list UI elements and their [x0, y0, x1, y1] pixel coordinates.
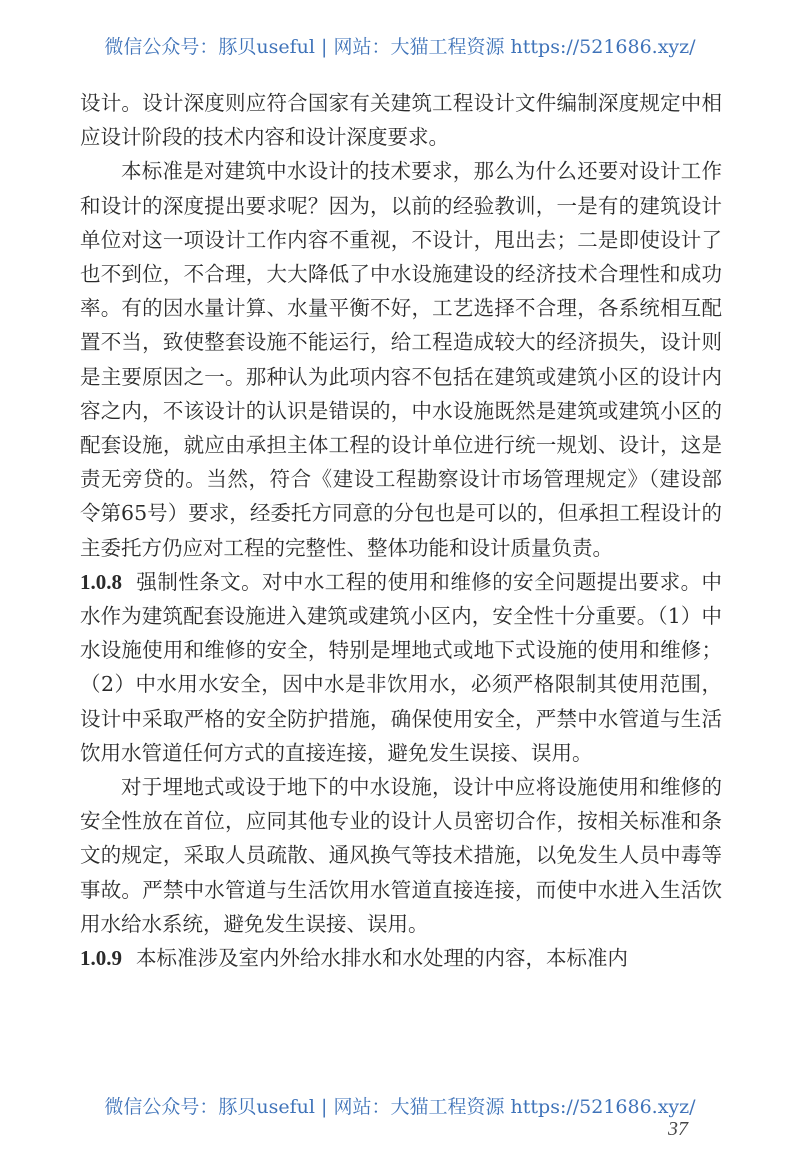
clause-number: 1.0.8	[80, 569, 122, 594]
paragraph-text: 对于埋地式或设于地下的中水设施，设计中应将设施使用和维修的安全性放在首位，应同其他专业的设计人员密切合作，按相关标准和条文的规定，采取人员疏散、通风换气等技术措施，以免发生人员中毒等事故。严禁中水管道与生活饮用水管道直接连接，而使中水进入生活饮用水给水系统，避免发生误接、误用。	[80, 775, 722, 936]
clause-number: 1.0.9	[80, 946, 122, 971]
watermark-bottom: 微信公众号：豚贝useful | 网站：大猫工程资源 https://521686.xyz/	[104, 1096, 696, 1118]
clause-1-0-8	[80, 565, 722, 770]
document-body	[80, 86, 722, 975]
page-number: 37	[668, 1118, 688, 1140]
paragraph-text: 本标准是对建筑中水设计的技术要求，那么为什么还要对设计工作和设计的深度提出要求呢？因为，以前的经验教训，一是有的建筑设计单位对这一项设计工作内容不重视，不设计，甩出去；二是即使设计了也不到位，不合理，大大降低了中水设施建设的经济技术合理性和成功率。有的因水量计算、水量平衡不好，工艺选择不合理，各系统相互配置不当，致使整套设施不能运行，给工程造成较大的经济损失，设计则是主要原因之一。那种认为此项内容不包括在建筑或建筑小区的设计内容之内，不该设计的认识是错误的，中水设施既然是建筑或建筑小区的配套设施，就应由承担主体工程的设计单位进行统一规划、设计，这是责无旁贷的。当然，符合《建设工程勘察设计市场管理规定》（建设部令第65号）要求，经委托方同意的分包也是可以的，但承担工程设计的主委托方仍应对工程的完整性、整体功能和设计质量负责。	[80, 159, 722, 560]
paragraph-text: 设计。设计深度则应符合国家有关建筑工程设计文件编制深度规定中相应设计阶段的技术内容和设计深度要求。	[80, 91, 722, 150]
paragraph-2	[80, 154, 722, 564]
watermark-top: 微信公众号：豚贝useful | 网站：大猫工程资源 https://521686.xyz/	[104, 36, 696, 58]
paragraph-1	[80, 86, 722, 154]
paragraph-text: 本标准涉及室内外给水排水和水处理的内容，本标准内	[136, 946, 628, 971]
paragraph-4	[80, 770, 722, 941]
clause-1-0-9	[80, 941, 722, 975]
paragraph-text: 强制性条文。对中水工程的使用和维修的安全问题提出要求。中水作为建筑配套设施进入建筑或建筑小区内，安全性十分重要。（1）中水设施使用和维修的安全，特别是埋地式或地下式设施的使用和维修；（2）中水用水安全，因中水是非饮用水，必须严格限制其使用范围，设计中采取严格的安全防护措施，确保使用安全，严禁中水管道与生活饮用水管道任何方式的直接连接，避免发生误接、误用。	[80, 569, 722, 765]
